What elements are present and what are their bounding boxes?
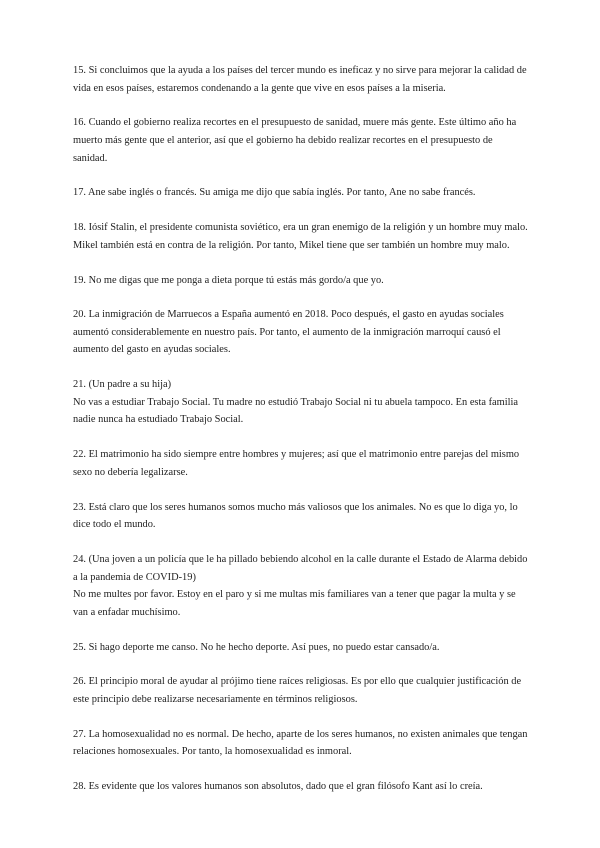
text-line: No vas a estudiar Trabajo Social. Tu madre no estudió Trabajo Social ni tu abuela tampoco. En esta familia <box>73 396 518 408</box>
document-page <box>73 62 533 813</box>
text-line: aumentó considerablemente en nuestro país. Por tanto, el aumento de la inmigración marroquí causó el <box>73 326 501 338</box>
text-line: a la pandemia de COVID-19) <box>73 571 196 583</box>
item-22 <box>73 446 533 481</box>
text-line: muerto más gente que el anterior, así que el gobierno ha debido realizar recortes en el presupuesto de <box>73 134 493 146</box>
text-line: 20. La inmigración de Marruecos a España aumentó en 2018. Poco después, el gasto en ayudas sociales <box>73 309 504 321</box>
item-15 <box>73 62 533 97</box>
text-line: van a enfadar muchísimo. <box>73 606 181 618</box>
text-line: 24. (Una joven a un policía que le ha pillado bebiendo alcohol en la calle durante el Estado de Alarma debido <box>73 553 528 565</box>
item-17 <box>73 184 533 202</box>
text-line: 18. Iósif Stalin, el presidente comunista soviético, era un gran enemigo de la religión y un hombre muy malo. <box>73 222 528 234</box>
text-line: Mikel también está en contra de la religión. Por tanto, Mikel tiene que ser también un hombre muy malo. <box>73 239 510 251</box>
text-line: 25. Si hago deporte me canso. No he hecho deporte. Así pues, no puedo estar cansado/a. <box>73 641 440 653</box>
text-line: 28. Es evidente que los valores humanos son absolutos, dado que el gran filósofo Kant así lo creía. <box>73 781 483 793</box>
text-line: aumento del gasto en ayudas sociales. <box>73 344 231 356</box>
item-19 <box>73 272 533 290</box>
text-line: este principio debe realizarse necesariamente en términos religiosos. <box>73 693 358 705</box>
item-24 <box>73 551 533 621</box>
text-line: 22. El matrimonio ha sido siempre entre hombres y mujeres; así que el matrimonio entre parejas del mismo <box>73 449 520 461</box>
text-line: 26. El principio moral de ayudar al prójimo tiene raíces religiosas. Es por ello que cualquier justificación de <box>73 676 522 688</box>
text-line: nadie nunca ha estudiado Trabajo Social. <box>73 414 244 426</box>
item-28 <box>73 778 533 796</box>
item-25 <box>73 639 533 657</box>
text-line: sexo no debería legalizarse. <box>73 466 188 478</box>
item-27 <box>73 726 533 761</box>
text-line: vida en esos países, estaremos condenando a la gente que vive en esos países a la miseria. <box>73 82 446 94</box>
text-line: relaciones homosexuales. Por tanto, la homosexualidad es inmoral. <box>73 746 352 758</box>
item-26 <box>73 673 533 708</box>
item-18 <box>73 219 533 254</box>
text-line: 27. La homosexualidad no es normal. De hecho, aparte de los seres humanos, no existen animales que tengan <box>73 728 528 740</box>
text-line: 16. Cuando el gobierno realiza recortes en el presupuesto de sanidad, muere más gente. Este último año ha <box>73 117 517 129</box>
item-16 <box>73 114 533 167</box>
text-line: 21. (Un padre a su hija) <box>73 379 172 391</box>
text-line: dice todo el mundo. <box>73 519 156 531</box>
text-line: sanidad. <box>73 152 108 164</box>
text-line: 19. No me digas que me ponga a dieta porque tú estás más gordo/a que yo. <box>73 274 384 286</box>
text-line: 15. Si concluimos que la ayuda a los países del tercer mundo es ineficaz y no sirve para mejorar la calidad de <box>73 65 527 76</box>
text-line: No me multes por favor. Estoy en el paro y si me multas mis familiares van a tener que pagar la multa y se <box>73 589 516 601</box>
text-line: 23. Está claro que los seres humanos somos mucho más valiosos que los animales. No es que lo diga yo, lo <box>73 501 518 513</box>
item-20 <box>73 306 533 359</box>
item-23 <box>73 499 533 534</box>
item-21 <box>73 376 533 429</box>
text-line: 17. Ane sabe inglés o francés. Su amiga me dijo que sabía inglés. Por tanto, Ane no sabe francés. <box>73 187 476 199</box>
